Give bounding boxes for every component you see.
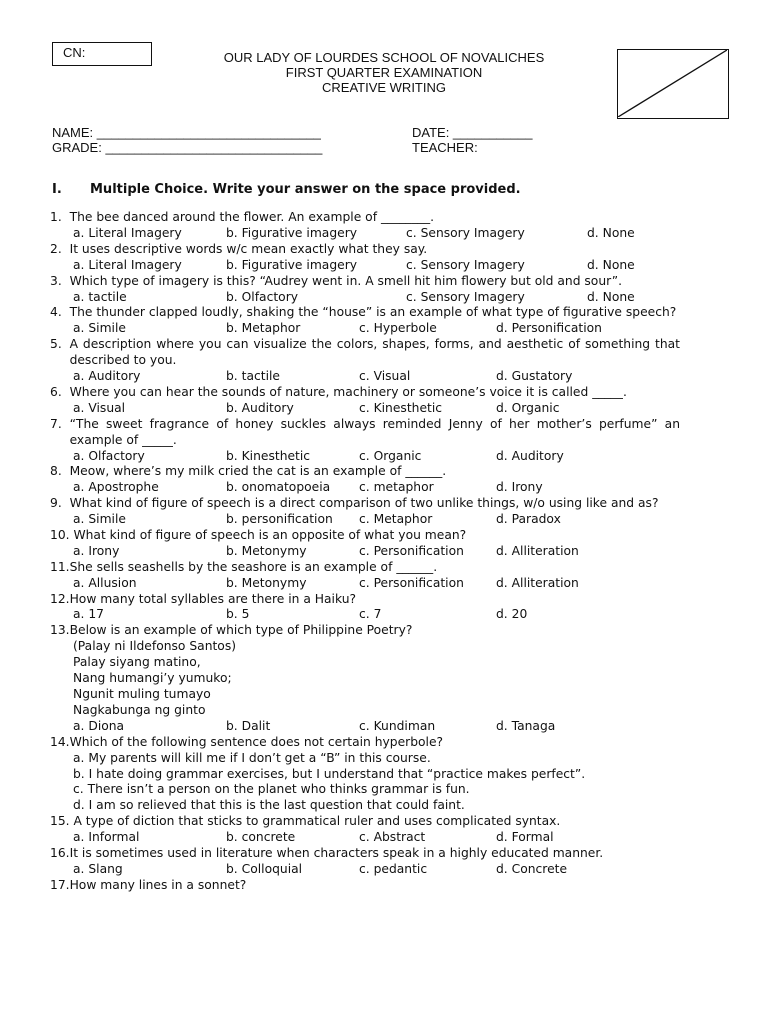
question-number: 2.	[50, 241, 70, 256]
answer-option[interactable]: d. None	[587, 225, 635, 240]
answer-option[interactable]: b. Figurative imagery	[226, 225, 358, 240]
answer-option[interactable]: d. Concrete	[496, 861, 568, 876]
answer-option[interactable]: a. Informal	[73, 830, 140, 845]
answer-option[interactable]: b. Colloquial	[226, 861, 303, 876]
question-text: Where you can hear the sounds of nature, machinery or someone’s voice it is called _____.	[69, 384, 627, 399]
question-sub-line: a. My parents will kill me if I don’t get a “B” in this course.	[73, 750, 431, 765]
answer-option[interactable]: a. Literal Imagery	[73, 257, 182, 272]
question-stem	[50, 305, 680, 321]
answer-option[interactable]: a. 17	[73, 607, 105, 622]
answer-option[interactable]: c. Metaphor	[359, 512, 433, 527]
question-stem	[50, 814, 680, 830]
question-sub-line: Ngunit muling tumayo	[73, 687, 211, 701]
answer-option[interactable]: c. Kundiman	[359, 718, 436, 733]
question-item	[50, 242, 680, 274]
question-text: She sells seashells by the seashore is an example of ______.	[69, 559, 438, 574]
question-number: 12.	[50, 591, 70, 606]
date-field[interactable]: DATE: ___________	[412, 125, 533, 140]
answer-option[interactable]: a. Allusion	[73, 575, 137, 590]
question-stem	[50, 592, 680, 608]
answer-option[interactable]: d. Alliteration	[496, 543, 579, 558]
question-list	[50, 210, 680, 894]
question-number: 16.	[50, 846, 70, 861]
answer-option[interactable]: b. Figurative imagery	[226, 257, 358, 272]
name-field[interactable]: NAME: _______________________________	[52, 125, 321, 140]
score-box	[617, 49, 729, 119]
question-number: 17.	[50, 877, 70, 892]
answer-options	[73, 369, 680, 385]
question-number: 5.	[50, 337, 70, 352]
subject-title: CREATIVE WRITING	[322, 80, 446, 95]
question-stem	[50, 878, 680, 894]
question-text: Which of the following sentence does not certain hyperbole?	[69, 734, 444, 749]
question-item	[50, 814, 680, 846]
answer-options	[73, 258, 680, 274]
answer-option[interactable]: d. Auditory	[496, 448, 564, 463]
answer-option[interactable]: a. Olfactory	[73, 448, 145, 463]
answer-option[interactable]: c. Kinesthetic	[359, 400, 443, 415]
question-stem	[50, 417, 680, 449]
answer-option[interactable]: b. Metaphor	[226, 321, 301, 336]
question-item	[50, 528, 680, 560]
answer-option[interactable]: c. Sensory Imagery	[406, 289, 525, 304]
answer-option[interactable]: c. Sensory Imagery	[406, 257, 525, 272]
question-number: 6.	[50, 384, 70, 399]
answer-option[interactable]: c. pedantic	[359, 861, 428, 876]
answer-option[interactable]: c. Organic	[359, 448, 422, 463]
answer-option[interactable]: b. 5	[226, 607, 250, 622]
answer-options	[73, 290, 680, 306]
answer-option[interactable]: a. Simile	[73, 512, 126, 527]
question-stem	[50, 274, 680, 290]
question-sub-line: Palay siyang matino,	[73, 655, 201, 670]
question-number: 3.	[50, 273, 70, 288]
answer-option[interactable]: d. Tanaga	[496, 718, 556, 733]
question-text: It is sometimes used in literature when characters speak in a highly educated manner.	[69, 846, 604, 861]
answer-option[interactable]: b. Metonymy	[226, 575, 307, 590]
answer-option[interactable]: d. Organic	[496, 400, 560, 415]
question-text: The bee danced around the flower. An example of ________.	[69, 210, 435, 224]
question-sub-line: d. I am so relieved that this is the last question that could faint.	[73, 798, 465, 813]
answer-option[interactable]: b. tactile	[226, 369, 280, 383]
answer-option[interactable]: b. Metonymy	[226, 543, 307, 558]
question-number: 11.	[50, 559, 70, 574]
question-stem	[50, 337, 680, 369]
question-number: 7.	[50, 416, 70, 431]
answer-options	[73, 480, 680, 496]
question-text: Which type of imagery is this? “Audrey went in. A smell hit him flowery but old and sour”.	[69, 273, 622, 288]
answer-option[interactable]: c. Visual	[359, 369, 411, 383]
question-text: A description where you can visualize the colors, shapes, forms, and aesthetic of something that described to you.	[69, 337, 680, 368]
answer-option[interactable]: b. concrete	[226, 830, 296, 845]
question-stem	[50, 385, 680, 401]
question-stem	[50, 846, 680, 862]
question-number: 9.	[50, 496, 70, 511]
question-item	[50, 385, 680, 417]
question-number: 8.	[50, 464, 70, 479]
answer-option[interactable]: a. Apostrophe	[73, 480, 159, 495]
question-stem	[50, 623, 680, 639]
question-text: Below is an example of which type of Philippine Poetry?	[69, 623, 413, 638]
answer-option[interactable]: c. Sensory Imagery	[406, 225, 525, 240]
answer-option[interactable]: d. Gustatory	[496, 369, 573, 383]
question-number: 10.	[50, 527, 74, 542]
answer-options	[73, 226, 680, 242]
answer-option[interactable]: b. Auditory	[226, 400, 294, 415]
question-sub-line: c. There isn’t a person on the planet who thinks grammar is fun.	[73, 782, 470, 797]
answer-options	[73, 576, 680, 592]
answer-option[interactable]: b. onomatopoeia	[226, 480, 331, 495]
question-text: What kind of figure of speech is a direct comparison of two unlike things, w/o using like and as?	[69, 496, 659, 511]
question-number: 1.	[50, 210, 70, 224]
answer-options	[73, 512, 680, 528]
question-item	[50, 305, 680, 337]
question-stem	[50, 242, 680, 258]
teacher-field[interactable]: TEACHER:	[412, 140, 478, 155]
answer-options	[73, 830, 680, 846]
question-sub-line: b. I hate doing grammar exercises, but I understand that “practice makes perfect”.	[73, 766, 586, 781]
answer-option[interactable]: b. personification	[226, 512, 333, 527]
exam-header	[160, 50, 608, 95]
section-heading	[52, 182, 521, 197]
answer-option[interactable]: a. Diona	[73, 718, 125, 733]
score-box-diagonal	[618, 50, 727, 117]
question-stem	[50, 210, 680, 226]
question-text: A type of diction that sticks to grammatical ruler and uses complicated syntax.	[73, 814, 561, 829]
question-number: 15.	[50, 814, 74, 829]
question-text: The thunder clapped loudly, shaking the “house” is an example of what type of figurative speech?	[69, 305, 677, 320]
question-item	[50, 210, 680, 242]
question-text: It uses descriptive words w/c mean exactly what they say.	[69, 241, 428, 256]
answer-option[interactable]: c. 7	[359, 607, 382, 622]
question-item	[50, 735, 680, 815]
answer-options	[73, 321, 680, 337]
answer-option[interactable]: b. Olfactory	[226, 289, 299, 304]
question-item	[50, 878, 680, 894]
question-item	[50, 464, 680, 496]
question-item	[50, 560, 680, 592]
answer-option[interactable]: c. Personification	[359, 575, 464, 590]
question-stem	[50, 735, 680, 751]
answer-option[interactable]: b. Kinesthetic	[226, 448, 311, 463]
answer-option[interactable]: a. Slang	[73, 861, 123, 876]
question-item	[50, 417, 680, 465]
answer-option[interactable]: d. Paradox	[496, 512, 561, 527]
answer-options	[73, 544, 680, 560]
answer-option[interactable]: d. None	[587, 289, 635, 304]
answer-option[interactable]: c. Hyperbole	[359, 321, 437, 336]
answer-option[interactable]: a. Literal Imagery	[73, 225, 182, 240]
question-text: What kind of figure of speech is an opposite of what you mean?	[73, 527, 467, 542]
answer-option[interactable]: d. Personification	[496, 321, 602, 336]
answer-option[interactable]: c. Abstract	[359, 830, 426, 845]
answer-option[interactable]: d. Irony	[496, 480, 543, 495]
answer-option[interactable]: a. Auditory	[73, 369, 141, 383]
answer-option[interactable]: a. Visual	[73, 400, 126, 415]
question-text: “The sweet fragrance of honey suckles always reminded Jenny of her mother’s perfume” an example of _____.	[69, 416, 680, 447]
answer-option[interactable]: a. Simile	[73, 321, 126, 336]
answer-options	[73, 449, 680, 465]
answer-options	[73, 862, 680, 878]
question-stem	[50, 496, 680, 512]
answer-option[interactable]: d. 20	[496, 607, 528, 622]
cn-box	[52, 42, 152, 66]
question-text: Meow, where’s my milk cried the cat is an example of ______.	[69, 464, 447, 479]
question-stem	[50, 560, 680, 576]
question-sub-line: (Palay ni Ildefonso Santos)	[73, 639, 237, 654]
question-number: 4.	[50, 305, 70, 320]
answer-option[interactable]: d. None	[587, 257, 635, 272]
question-item	[50, 846, 680, 878]
answer-option[interactable]: d. Alliteration	[496, 575, 579, 590]
answer-option[interactable]: b. Dalit	[226, 718, 271, 733]
question-stem	[50, 528, 680, 544]
question-text: How many lines in a sonnet?	[69, 877, 247, 892]
question-item	[50, 623, 680, 734]
answer-option[interactable]: a. tactile	[73, 289, 127, 304]
question-stem	[50, 464, 680, 480]
question-sub-line: Nang humangi’y yumuko;	[73, 671, 232, 686]
answer-options	[73, 401, 680, 417]
grade-field[interactable]: GRADE: ______________________________	[52, 140, 323, 155]
question-sub-line: Nagkabunga ng ginto	[73, 702, 206, 717]
answer-option[interactable]: a. Irony	[73, 543, 120, 558]
section-title: Multiple Choice. Write your answer on the space provided.	[90, 182, 521, 197]
question-item	[50, 274, 680, 306]
answer-options	[73, 607, 680, 623]
school-name: OUR LADY OF LOURDES SCHOOL OF NOVALICHES	[223, 50, 545, 65]
exam-title: FIRST QUARTER EXAMINATION	[285, 65, 483, 80]
question-item	[50, 592, 680, 624]
cn-label: CN:	[63, 45, 86, 60]
question-item	[50, 496, 680, 528]
answer-option[interactable]: c. metaphor	[359, 480, 434, 495]
question-text: How many total syllables are there in a Haiku?	[69, 591, 357, 606]
section-number: I.	[52, 182, 62, 197]
question-item	[50, 337, 680, 385]
answer-option[interactable]: c. Personification	[359, 543, 464, 558]
answer-option[interactable]: d. Formal	[496, 830, 554, 845]
question-number: 14.	[50, 734, 70, 749]
question-number: 13.	[50, 623, 70, 638]
answer-options	[73, 719, 680, 735]
